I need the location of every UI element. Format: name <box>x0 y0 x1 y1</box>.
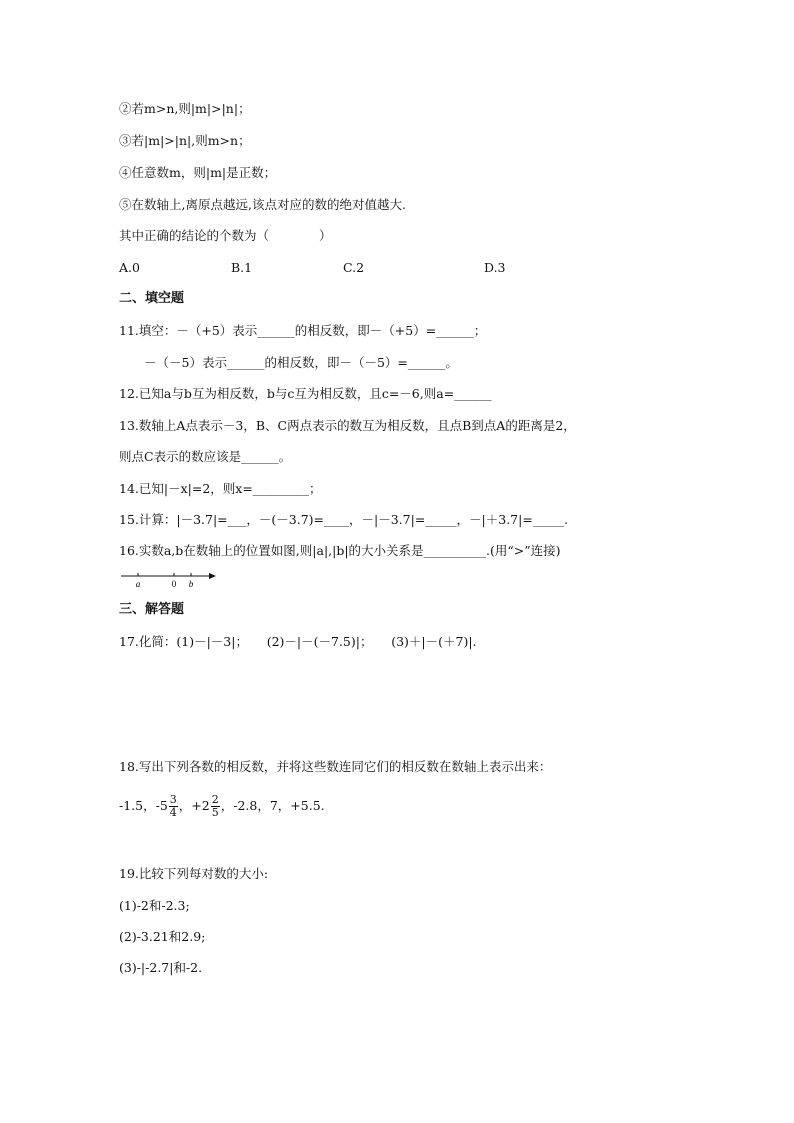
q10-option-c: C.2 <box>343 260 365 275</box>
q14: 14.已知|－x|=2，则x=_________； <box>119 481 322 496</box>
axis-label-zero: 0 <box>171 579 177 589</box>
q10-option-d: D.3 <box>484 260 506 275</box>
q19-title: 19.比较下列每对数的大小: <box>119 866 269 881</box>
q15: 15.计算：|－3.7|=___，－(－3.7)=____，－|－3.7|=_____，－|＋3.7|=_____. <box>119 512 569 527</box>
q12: 12.已知a与b互为相反数，b与c互为相反数，且c=－6,则a=______ <box>119 386 492 401</box>
q18-fraction-1 <box>169 794 178 819</box>
q18-fraction-2-den: 5 <box>211 806 219 819</box>
q10-statement-3: ③若|m|>|n|,则m>n； <box>119 133 251 148</box>
q19-part-2: (2)-3.21和2.9; <box>119 929 206 944</box>
q18-number-2-int: -5 <box>155 798 168 813</box>
axis-label-b: b <box>188 579 194 589</box>
axis-label-a: a <box>135 579 141 589</box>
q18-fraction-2 <box>211 794 220 819</box>
q18-fraction-1-den: 4 <box>169 806 177 819</box>
q10-option-a: A.0 <box>119 260 140 275</box>
q19-part-1: (1)-2和-2.3; <box>119 898 190 913</box>
q10-option-b: B.1 <box>231 260 253 275</box>
q18-fraction-1-num: 3 <box>169 793 177 806</box>
q18-line-1: 18.写出下列各数的相反数，并将这些数连同它们的相反数在数轴上表示出来： <box>119 759 552 774</box>
q18-number-rest: ，-2.8，7，+5.5. <box>220 798 325 813</box>
q18-separator: ， <box>178 798 192 813</box>
q16: 16.实数a,b在数轴上的位置如图,则|a|,|b|的大小关系是__________.(用“>”连接) <box>119 543 561 558</box>
section-title-fill-in: 二、填空题 <box>119 291 185 306</box>
q11-line-1: 11.填空：－（+5）表示______的相反数，即－（+5）=______； <box>119 323 487 338</box>
q13-line-2: 则点C表示的数应该是______。 <box>119 449 292 464</box>
q18-number-1: -1.5， <box>119 798 156 813</box>
q10-statement-4: ④任意数m，则|m|是正数； <box>119 165 277 180</box>
q10-prompt: 其中正确的结论的个数为（ ） <box>119 228 332 243</box>
q18-number-3-int: +2 <box>191 798 210 813</box>
q19-part-3: (3)-|-2.7|和-2. <box>119 960 203 975</box>
q16-number-line <box>119 569 219 591</box>
q18-numbers <box>119 792 325 820</box>
section-title-solve: 三、解答题 <box>119 602 185 617</box>
q11-line-2: －（－5）表示______的相反数，即－（－5）=______。 <box>144 355 458 370</box>
q10-statement-5: ⑤在数轴上,离原点越远,该点对应的数的绝对值越大. <box>119 197 406 212</box>
q17: 17.化简：(1)－|－3|； (2)－|－(－7.5)|； (3)＋|－(＋7)|. <box>119 634 477 649</box>
q10-statement-2: ②若m>n,则|m|>|n|； <box>119 101 251 116</box>
q13-line-1: 13.数轴上A点表示－3，B、C两点表示的数互为相反数，且点B到点A的距离是2， <box>119 418 576 433</box>
q18-fraction-2-num: 2 <box>211 793 219 806</box>
